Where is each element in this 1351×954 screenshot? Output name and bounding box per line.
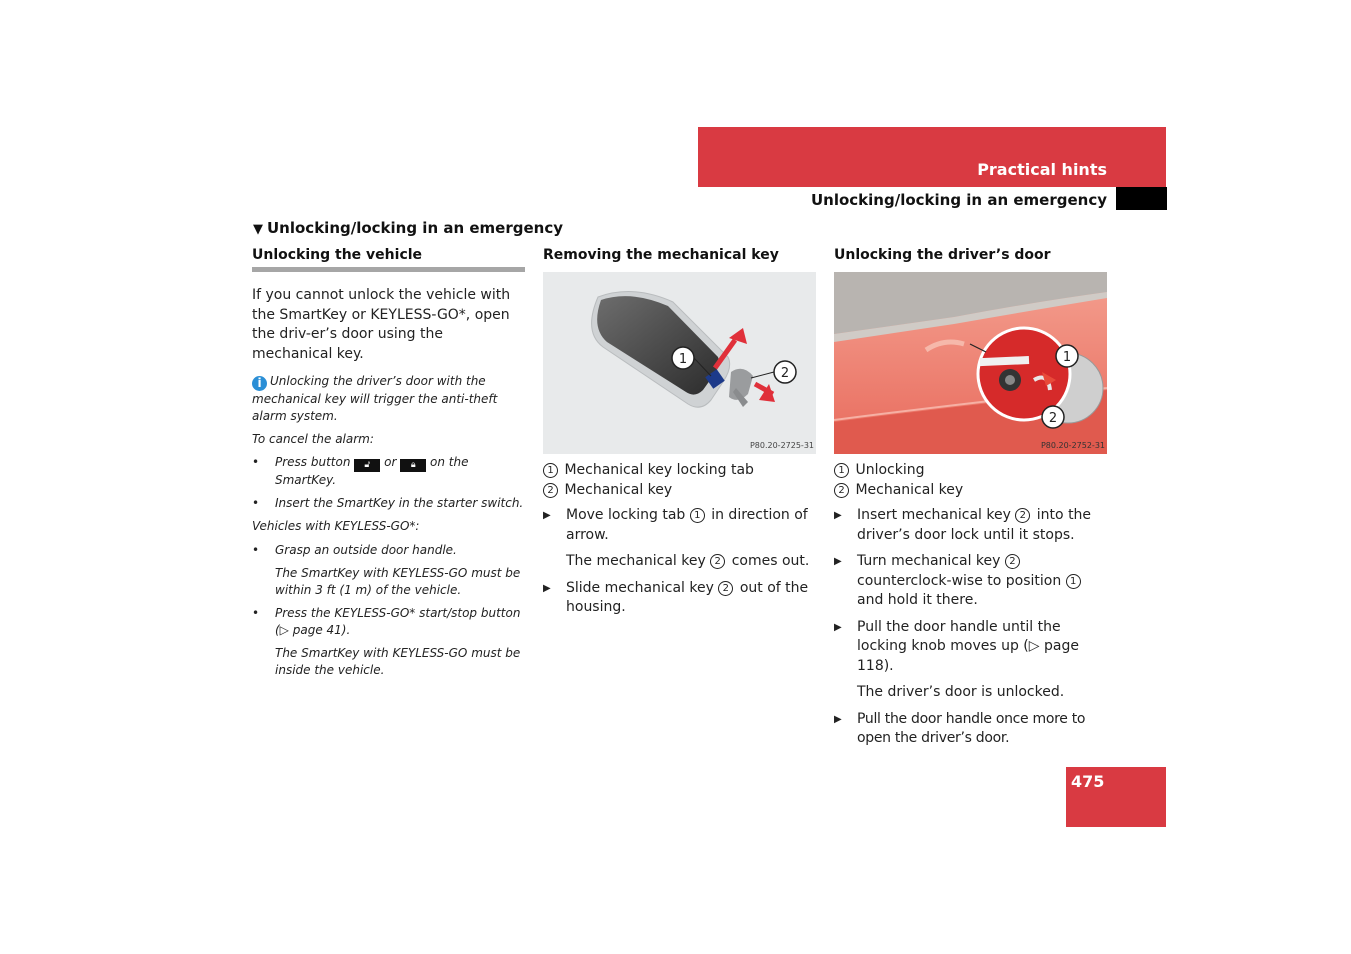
step-arrow-icon: ▶ — [834, 621, 842, 633]
bullet2-text: Insert the SmartKey in the starter switch. — [275, 496, 524, 510]
step-text: Turn mechanical key — [857, 553, 1001, 569]
step-move-tab — [543, 506, 816, 545]
col1-heading: Unlocking the vehicle — [252, 247, 423, 263]
bullet3-note: The SmartKey with KEYLESS-GO must be within 3 ft (1 m) of the vehicle. — [275, 566, 521, 597]
bullet-dot: • — [252, 455, 260, 469]
step-turn-key — [834, 552, 1107, 611]
figure-legend — [543, 461, 816, 500]
column-unlocking-door — [834, 246, 1107, 756]
unlock-key-icon: 🔓︎ — [354, 459, 380, 472]
lock-key-icon: 🔒︎ — [400, 459, 426, 472]
info-note-text: Unlocking the driver’s door with the mechanical key will trigger the anti-theft alarm system. — [252, 374, 498, 423]
svg-text:1: 1 — [1062, 350, 1072, 365]
col3-heading: Unlocking the driver’s door — [834, 247, 1051, 263]
step-open-door — [834, 710, 1107, 749]
step-text: Move locking tab — [566, 507, 686, 523]
step-text: and hold it there. — [857, 592, 978, 608]
page-number: 475 — [1071, 772, 1105, 791]
figure-code: P80.20-2752-31 — [1040, 441, 1105, 450]
legend-item — [834, 461, 1107, 481]
inline-number: 2 — [718, 581, 733, 596]
column-unlocking-vehicle — [252, 246, 525, 685]
door-lock-illustration — [834, 272, 1107, 454]
inline-number: 1 — [1066, 574, 1081, 589]
legend-text: Mechanical key — [564, 481, 673, 498]
bullet1-text-a: Press button — [275, 455, 351, 469]
keyless-label: Vehicles with KEYLESS-GO*: — [252, 519, 420, 533]
chapter-title: Practical hints — [977, 160, 1107, 179]
smartkey-illustration — [543, 272, 816, 454]
step-arrow-icon: ▶ — [834, 510, 842, 521]
step-text: Pull the door handle once more to open the driver’s door. — [857, 710, 1086, 746]
bullet4-note: The SmartKey with KEYLESS-GO must be inside the vehicle. — [275, 646, 521, 677]
col1-intro: If you cannot unlock the vehicle with the SmartKey or KEYLESS-GO*, open the driv-er’s door using the mechanical key. — [252, 287, 511, 362]
step-arrow-icon: ▶ — [834, 713, 842, 725]
figure-code: P80.20-2725-31 — [749, 441, 814, 450]
smartkey-figure — [543, 272, 816, 454]
inline-number: 2 — [1015, 508, 1030, 523]
legend-item — [834, 481, 1107, 501]
main-heading-text: Unlocking/locking in an emergency — [267, 219, 564, 237]
step-insert-key — [834, 506, 1107, 545]
legend-number: 1 — [834, 463, 849, 478]
column-removing-key — [543, 246, 816, 625]
step-arrow-icon: ▶ — [834, 556, 842, 567]
bullet-dot: • — [252, 496, 260, 510]
triangle-down-icon: ▼ — [253, 222, 263, 237]
bullet1-text-b: on the SmartKey. — [275, 455, 469, 487]
result-text: The mechanical key — [566, 553, 706, 569]
result-text: comes out. — [731, 553, 810, 569]
col2-heading: Removing the mechanical key — [543, 247, 779, 263]
info-note — [252, 373, 525, 425]
step-arrow-icon: ▶ — [543, 510, 551, 521]
step-text: Slide mechanical key — [566, 579, 714, 596]
step-text: in direction of arrow. — [566, 507, 808, 543]
step-arrow-icon: ▶ — [543, 582, 551, 594]
step-text: Insert mechanical key — [857, 507, 1011, 523]
bullet4-text: Press the KEYLESS-GO* start/stop button (▷ page 41). — [275, 606, 521, 637]
svg-text:2: 2 — [780, 366, 790, 381]
svg-text:1: 1 — [678, 352, 688, 367]
step-slide-key — [543, 579, 816, 618]
legend-number: 1 — [543, 463, 558, 478]
legend-number: 2 — [834, 483, 849, 498]
bullet-press-button — [252, 454, 525, 489]
inline-number: 2 — [710, 554, 725, 569]
step-text: into the driver’s door lock until it stops. — [857, 507, 1092, 543]
section-title: Unlocking/locking in an emergency — [810, 191, 1107, 209]
bullet-grasp-handle — [252, 542, 525, 559]
bullet-insert-smartkey — [252, 495, 525, 512]
legend-text: Unlocking — [855, 462, 925, 478]
cancel-label: To cancel the alarm: — [252, 432, 374, 446]
legend-item — [543, 481, 816, 501]
svg-text:2: 2 — [1048, 411, 1058, 426]
step-pull-handle — [834, 618, 1107, 677]
step-text: out of the housing. — [566, 579, 809, 615]
inline-number: 1 — [690, 508, 705, 523]
bullet-press-start-stop — [252, 605, 525, 639]
inline-number: 2 — [1005, 554, 1020, 569]
legend-item — [543, 461, 816, 481]
result-key-out — [543, 552, 816, 572]
legend-number: 2 — [543, 483, 558, 498]
main-heading — [253, 219, 563, 237]
step-text: Pull the door handle until the locking knob moves up (▷ page 118). — [857, 618, 1079, 674]
result-door-unlocked: The driver’s door is unlocked. — [857, 684, 1065, 700]
bullet1-or: or — [384, 455, 397, 469]
legend-text: Mechanical key — [855, 481, 964, 498]
legend-text: Mechanical key locking tab — [564, 462, 754, 478]
figure-legend — [834, 461, 1107, 500]
bullet3-text: Grasp an outside door handle. — [275, 543, 457, 557]
bullet-dot: • — [252, 606, 260, 620]
info-icon: i — [252, 376, 267, 391]
step-text: counterclock-wise to position — [857, 572, 1062, 589]
door-figure — [834, 272, 1107, 454]
section-tab-marker — [1116, 187, 1167, 210]
bullet-dot: • — [252, 543, 260, 557]
